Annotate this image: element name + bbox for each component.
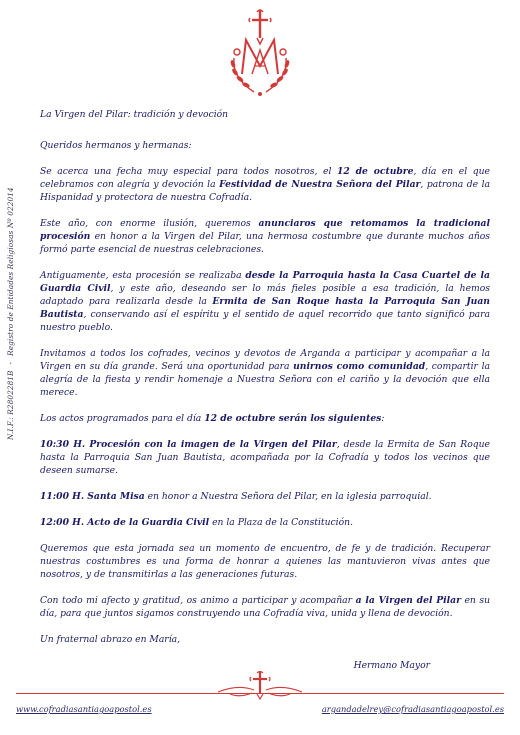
registry-number-text: Registro de Entidades Religiosas Nº 022014 — [6, 187, 15, 356]
footer-divider — [16, 693, 504, 694]
greeting: Queridos hermanos y hermanas: — [40, 140, 192, 151]
registry-side-text: N.I.F.: R2802281B-Registro de Entidades Religiosas Nº 022014 — [6, 187, 15, 440]
letter-title: La Virgen del Pilar: tradición y devoción — [40, 109, 229, 120]
event-3: 12:00 H. Acto de la Guardia Civil en la Plaza de la Constitución. — [40, 517, 353, 528]
signature: Hermano Mayor — [353, 660, 430, 671]
paragraph-3: Antiguamente, esta procesión se realizaba desde la Parroquia hasta la Casa Cuartel de la Guardia Civil, y este año, deseando ser lo más fieles posible a esa tradición, la hemos adaptado para realizarla desde la Ermita de San Roque hasta la Parroquia San Juan Bautista, conservando así el espíritu y el sentido de aquel recorrido que tanto significó para nuestro pueblo. — [40, 270, 490, 333]
event-2: 11:00 H. Santa Misa en honor a Nuestra Señora del Pilar, en la iglesia parroquial. — [40, 491, 432, 502]
paragraph-6: Queremos que esta jornada sea un momento de encuentro, de fe y de tradición. Recuperar nuestras costumbres es una forma de honrar a quienes las mantuvieron vivas antes que nosotros, y de transmitirlas a las generaciones futuras. — [40, 543, 490, 580]
paragraph-5: Los actos programados para el día 12 de octubre serán los siguientes: — [40, 413, 385, 424]
marian-monogram-cross-icon — [224, 8, 296, 98]
website-link[interactable]: www.cofradiasantiagoapostol.es — [16, 704, 152, 714]
paragraph-2: Este año, con enorme ilusión, queremos anunciaros que retomamos la tradicional procesión en honor a la Virgen del Pilar, una hermosa costumbre que durante muchos años formó parte esencial de nuestras celebraciones. — [40, 218, 490, 255]
nif-text: N.I.F.: R2802281B — [6, 370, 15, 440]
paragraph-4: Invitamos a todos los cofrades, vecinos y devotos de Arganda a participar y acompañar a la Virgen en su día grande. Será una oportunidad para unirnos como comunidad, compartir la alegría de la fiesta y rendir homenaje a Nuestra Señora con el cariño y la devoción que ella merece. — [40, 348, 490, 398]
letter-body — [40, 108, 490, 685]
event-1: 10:30 H. Procesión con la imagen de la Virgen del Pilar, desde la Ermita de San Roque hasta la Parroquia San Juan Bautista, acompañada por la Cofradía y todos los vecinos que deseen sumarse. — [40, 439, 490, 476]
santiago-cross-ornament-icon — [210, 670, 310, 704]
email-link[interactable]: argandadelrey@cofradiasantiagoapostol.es — [321, 704, 504, 714]
paragraph-7: Con todo mi afecto y gratitud, os animo a participar y acompañar a la Virgen del Pilar en su día, para que juntos sigamos construyendo una Cofradía viva, unida y llena de devoción. — [40, 595, 490, 619]
closing: Un fraternal abrazo en María, — [40, 634, 181, 645]
paragraph-1: Se acerca una fecha muy especial para todos nosotros, el 12 de octubre, día en el que celebramos con alegría y devoción la Festividad de Nuestra Señora del Pilar, patrona de la Hispanidad y protectora de nuestra Cofradía. — [40, 166, 490, 203]
